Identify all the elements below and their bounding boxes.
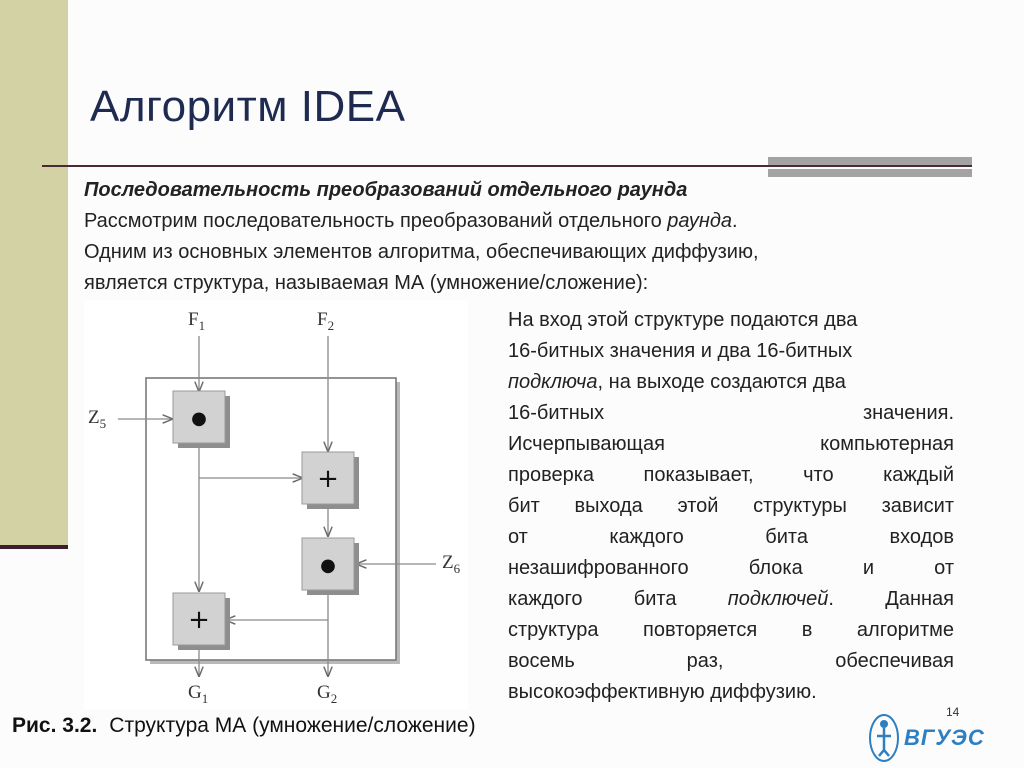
g1-label: $G_1$ — [188, 682, 209, 706]
description-line: 16-битных значения. — [508, 402, 954, 424]
multiply-box-1 — [173, 391, 230, 448]
description-line: структура повторяется в алгоритме — [508, 619, 954, 641]
description-line: каждого бита подключей. Данная — [508, 588, 954, 610]
caption-number: Рис. 3.2. — [12, 714, 98, 737]
caption-text: Структура МА (умножение/сложение) — [109, 714, 476, 737]
add-symbol: + — [317, 464, 339, 494]
description-line: 16-битных значения и два 16-битных — [508, 340, 853, 362]
side-band — [0, 0, 68, 545]
f2-label: $F_2$ — [317, 309, 335, 333]
logo-emblem-icon — [866, 712, 902, 764]
g2-label: $G_2$ — [317, 682, 338, 706]
intro-line: Рассмотрим последовательность преобразований отдельного раунда. — [84, 210, 738, 232]
z6-label: $Z_6$ — [442, 552, 461, 576]
add-box-1 — [302, 452, 359, 509]
description-line: подключа, на выходе создаются два — [508, 371, 846, 393]
slide-title: Алгоритм IDEA — [90, 82, 406, 131]
intro-line: является структура, называемая МА (умножение/сложение): — [84, 272, 649, 294]
description-line: от каждого бита входов — [508, 526, 954, 548]
figure-caption — [12, 714, 476, 738]
description-text — [508, 305, 954, 708]
description-line: На вход этой структуре подаются два — [508, 309, 858, 331]
intro-text — [84, 206, 964, 299]
description-line: бит выхода этой структуры зависит — [508, 495, 954, 517]
multiply-symbol: ● — [191, 408, 207, 429]
title-divider-bar — [768, 157, 972, 177]
logo-text: ВГУЭС — [904, 725, 985, 750]
description-line: проверка показывает, что каждый — [508, 464, 954, 486]
side-rule — [0, 545, 68, 549]
subheading: Последовательность преобразований отдельного раунда — [84, 179, 688, 201]
description-line: восемь раз, обеспечивая — [508, 650, 954, 672]
university-logo — [866, 712, 988, 764]
multiply-box-2 — [302, 538, 359, 595]
multiply-symbol: ● — [320, 555, 336, 576]
z5-label: $Z_5$ — [88, 407, 107, 431]
add-symbol: + — [188, 605, 210, 635]
description-line: незашифрованного блока и от — [508, 557, 954, 579]
description-line: Исчерпывающая компьютерная — [508, 433, 954, 455]
ma-structure-diagram — [84, 300, 468, 710]
page-number: 14 — [946, 705, 960, 719]
description-line: высокоэффективную диффузию. — [508, 681, 817, 703]
f1-label: $F_1$ — [188, 309, 206, 333]
intro-line: Одним из основных элементов алгоритма, обеспечивающих диффузию, — [84, 241, 759, 263]
add-box-2 — [173, 593, 230, 650]
